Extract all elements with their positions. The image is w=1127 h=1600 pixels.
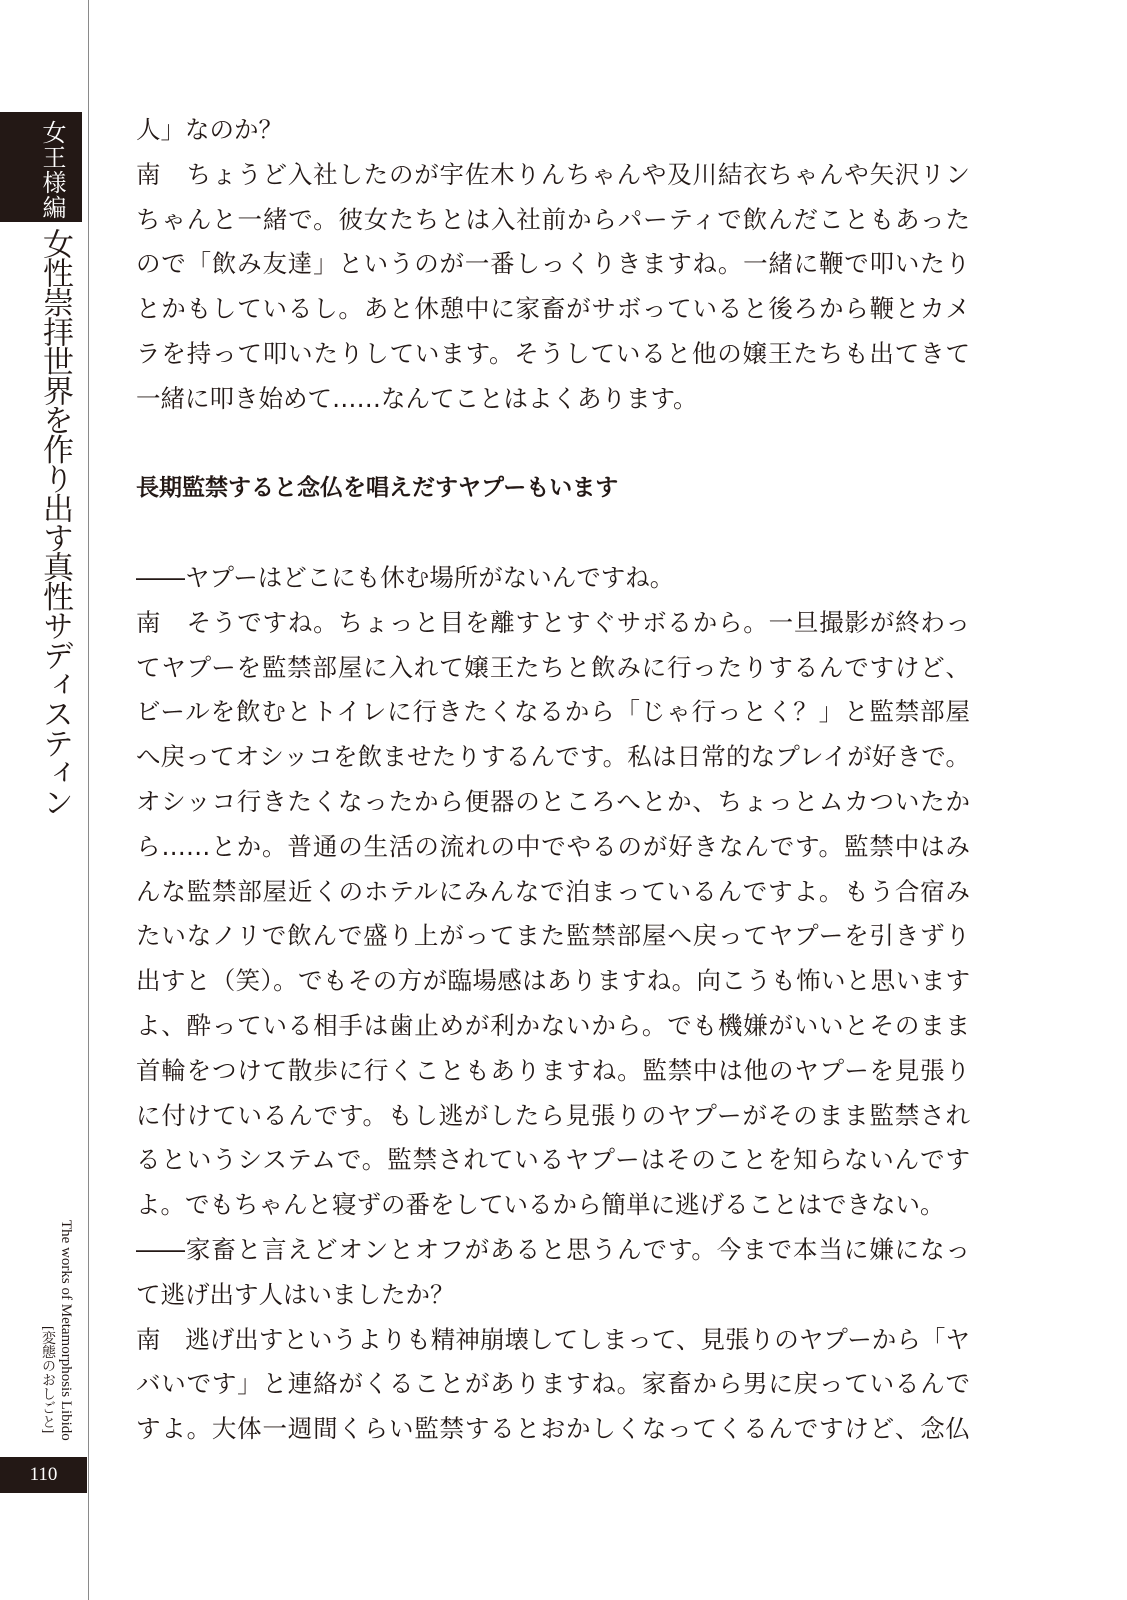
text-line: バいです」と連絡がくることがありますね。家畜から男に戻っているんで [136,1369,970,1399]
text-line: て逃げ出す人はいましたか？ [136,1279,455,1309]
text-line: に付けているんです。もし逃がしたら見張りのヤプーがそのまま監禁され [136,1100,970,1130]
spacer [136,422,970,467]
spacer [136,511,970,556]
text-line: 出すと（笑）。でもその方が臨場感はありますね。向こうも怖いと思います [136,966,970,996]
text-line: ラを持って叩いたりしています。そうしていると他の嬢王たちも出てきて [136,338,970,368]
text-line: 首輪をつけて散歩に行くこともありますね。監禁中は他のヤプーを見張り [136,1055,970,1085]
text-line: すよ。大体一週間くらい監禁するとおかしくなってくるんですけど、念仏 [136,1414,970,1444]
page-number: 110 [29,1464,58,1485]
text-line: んな監禁部屋近くのホテルにみんなで泊まっているんですよ。もう合宿み [136,876,970,906]
margin-rule [88,0,89,1600]
text-line: ので「飲み友達」というのが一番しっくりきますね。一緒に鞭で叩いたり [136,249,970,279]
text-line: ――ヤプーはどこにも休む場所がないんですね。 [136,562,675,592]
paragraph-block-2 [136,556,970,1452]
text-line: ちゃんと一緒で。彼女たちとは入社前からパーティで飲んだこともあった [136,204,970,234]
chapter-title: 女性崇拝世界を作り出す真性サディスティン [37,228,73,817]
text-line: 南 ちょうど入社したのが宇佐木りんちゃんや及川結衣ちゃんや矢沢リン [136,159,970,189]
text-line: てヤプーを監禁部屋に入れて嬢王たちと飲みに行ったりするんですけど、 [136,652,970,682]
body-text [136,108,970,1452]
text-line: 南 逃げ出すというよりも精神崩壊してしまって、見張りのヤプーから「ヤ [136,1324,970,1354]
section-tab-label: 女王様編 [38,120,66,220]
text-line: よ、酔っている相手は歯止めが利かないから。でも機嫌がいいとそのまま [136,1010,970,1040]
text-line: よ。でもちゃんと寝ずの番をしているから簡単に逃げることはできない。 [136,1190,945,1220]
book-title-en: The works of Metamorphosis Libido [58,1220,74,1441]
book-title-ja: [変態のおしごと] [40,1326,55,1434]
text-line: とかもしているし。あと休憩中に家畜がサボっていると後ろから鞭とカメ [136,294,970,324]
text-line: 一緒に叩き始めて……なんてことはよくあります。 [136,383,698,413]
paragraph-block-1 [136,108,970,422]
text-line: 南 そうですね。ちょっと目を離すとすぐサボるから。一旦撮影が終わっ [136,607,970,637]
text-line: ――家畜と言えどオンとオフがあると思うんです。今まで本当に嫌になっ [136,1234,970,1264]
text-line: たいなノリで飲んで盛り上がってまた監禁部屋へ戻ってヤプーを引きずり [136,921,970,951]
text-line: 人」なのか？ [136,115,283,144]
text-line: るというシステムで。監禁されているヤプーはそのことを知らないんです [136,1145,970,1175]
text-line: オシッコ行きたくなったから便器のところへとか、ちょっとムカついたか [136,786,970,816]
text-line: ビールを飲むとトイレに行きたくなるから「じゃ行っとく？」と監禁部屋 [136,697,970,727]
section-heading: 長期監禁すると念仏を唱えだすヤプーもいます [136,475,619,502]
text-line: ら……とか。普通の生活の流れの中でやるのが好きなんです。監禁中はみ [136,831,970,861]
text-line: へ戻ってオシッコを飲ませたりするんです。私は日常的なプレイが好きで。 [136,742,970,772]
